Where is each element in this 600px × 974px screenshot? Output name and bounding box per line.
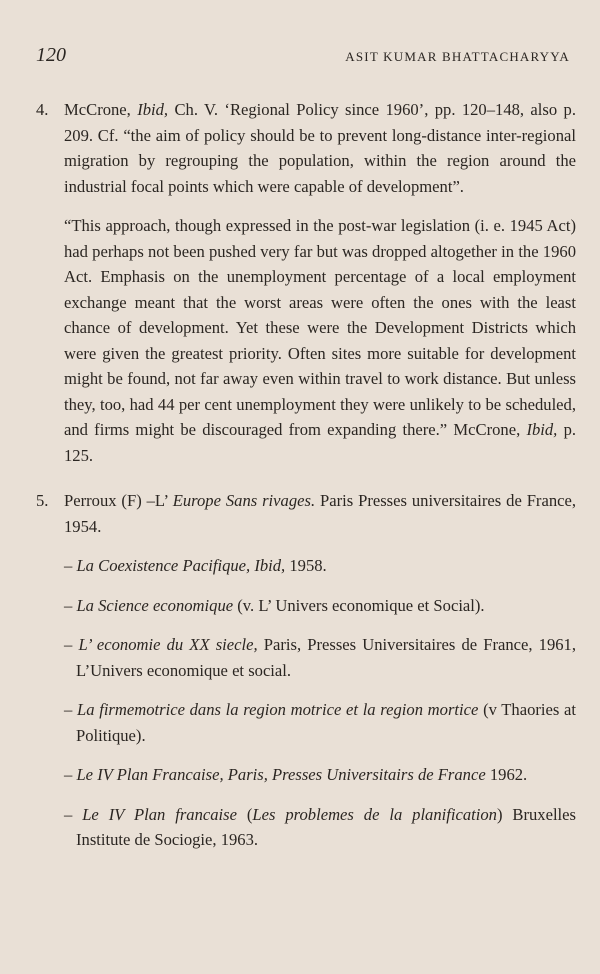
quotation-text: “This approach, though expressed in the post-war legislation (i. e. 1945 Act) had perhaps not been pushed very far but was dropped altogether in the 1960 Act. Emphasis on the unemployment percentage of a local employment exchange meant that the worst areas were often the ones with the least chance of development. Yet these were the Development Districts which were given the greatest priority. Often sites more suitable for development might be found, not far away even within travel to work distance. But unless they, too, had 44 per cent unemployment they were unlikely to be scheduled, and firms might be discouraged from expanding there.” — [64, 216, 576, 439]
work-title: L’ economie du XX siecle, — [78, 635, 258, 654]
citation-text: ( — [236, 804, 253, 824]
reference-item — [64, 632, 576, 683]
citation-text: ) Bruxelles Institute de Sociogie, 1963. — [76, 804, 576, 849]
footnote-4 — [36, 97, 576, 468]
footnote-5 — [36, 488, 576, 867]
work-subtitle: Les problemes de la planification — [252, 804, 497, 824]
footnote-paragraph — [64, 97, 576, 199]
reference-item — [64, 697, 576, 748]
running-head: ASIT KUMAR BHATTACHARYYA — [345, 49, 570, 64]
work-title: La Science economique — [76, 595, 234, 615]
work-title: Le IV Plan Francaise, Paris, Presses Universitairs de France — [76, 765, 486, 784]
work-title: Europe Sans rivages. — [172, 491, 316, 510]
footnote-body — [64, 97, 576, 468]
author: Perroux (F) –L’ — [64, 491, 173, 510]
author: McCrone, — [64, 100, 138, 119]
ibid: Ibid, — [526, 420, 558, 439]
author: McCrone, — [447, 420, 527, 439]
reference-item — [64, 762, 576, 788]
reference-item — [64, 553, 576, 579]
footnote-number: 4. — [36, 100, 49, 119]
footnote-number: 5. — [36, 491, 49, 510]
page-ref: p. 125. — [64, 420, 577, 465]
dash: – — [64, 700, 77, 719]
ibid: Ibid, — [137, 100, 169, 119]
dash: – — [64, 595, 77, 615]
page-number: 120 — [36, 44, 66, 66]
footnote-paragraph — [64, 488, 576, 539]
reference-list — [64, 553, 576, 853]
dash: – — [64, 635, 79, 654]
page-header — [36, 44, 570, 67]
citation-text: Paris Presses universitaires de France, 1954. — [64, 491, 576, 536]
work-title: La firmemotrice dans la region motrice et la region mortice — [77, 700, 479, 719]
citation-text: 1962. — [485, 765, 528, 784]
dash: – — [64, 804, 83, 824]
citation-text: Ch. V. ‘Regional Policy since 1960’, pp. 120–148, also p. 209. Cf. “the aim of policy should be to prevent long-distance inter-regional migration by regrouping the population, within the region around the industrial focal points which were capable of development”. — [64, 100, 576, 196]
footnotes — [36, 97, 576, 887]
citation-text: Paris, Presses Universitaires de France, 1961, L’Univers economique et social. — [76, 635, 576, 680]
reference-item — [64, 593, 576, 619]
dash: – — [64, 556, 77, 575]
dash: – — [64, 765, 77, 784]
footnote-body — [64, 488, 576, 867]
reference-item — [64, 802, 576, 853]
citation-text: 1958. — [285, 556, 327, 575]
work-title: Le IV Plan francaise — [82, 804, 237, 824]
citation-text: (v. L’ Univers economique et Social). — [233, 595, 485, 615]
citation-text: (v Thaories at Politique). — [76, 700, 577, 745]
quotation-paragraph — [64, 213, 576, 468]
work-title: La Coexistence Pacifique, Ibid, — [76, 556, 286, 575]
